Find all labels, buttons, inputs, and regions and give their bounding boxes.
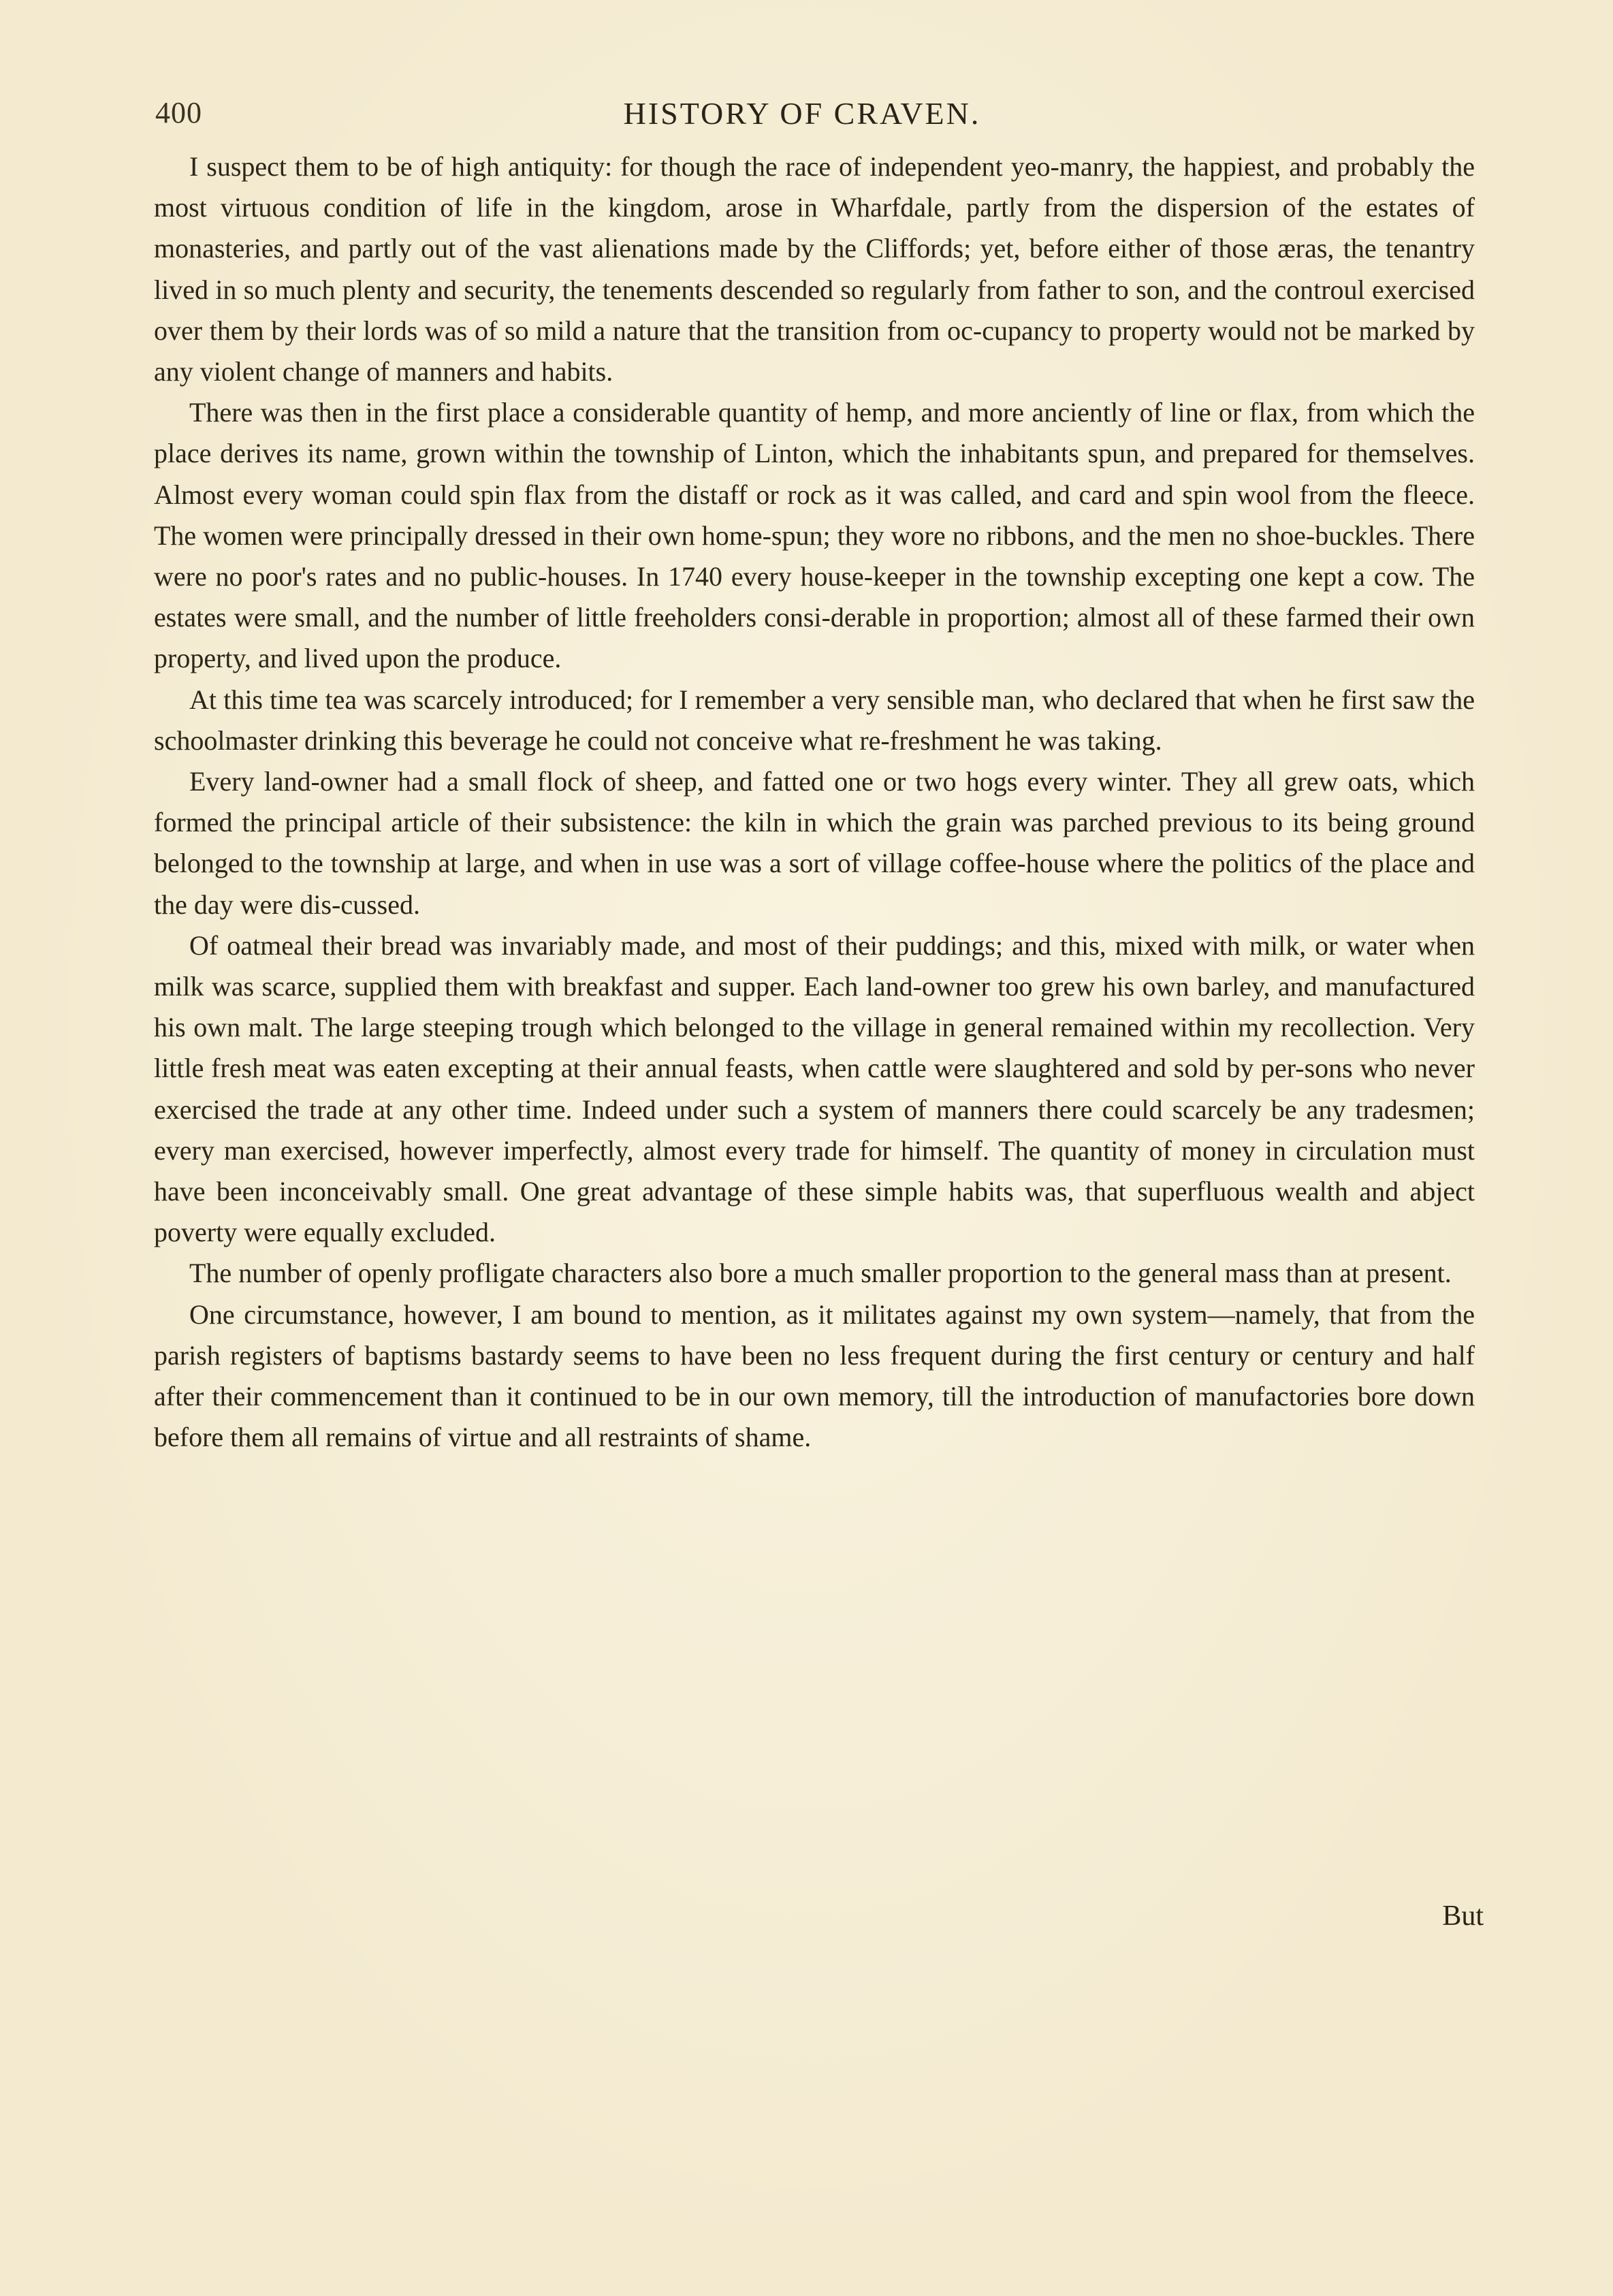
paragraph-sheep-oats: Every land-owner had a small flock of sheep, and fatted one or two hogs every winter. They all grew oats, which formed the principal article of their subsistence: the kiln in which the grain was parched previous to its being ground belonged to the township at large, and when in use was a sort of village coffee-house where the politics of the place and the day were dis-cussed. bbox=[154, 766, 1475, 920]
paragraph-circumstance: One circumstance, however, I am bound to mention, as it militates against my own system—namely, that from the parish registers of baptisms bastardy seems to have been no less frequent during the first century or century and half after their commencement than it continued to be in our own memory, till the introduction of manufactories bore down before them all remains of virtue and all restraints of shame. bbox=[154, 1298, 1475, 1453]
paragraph-tea: At this time tea was scarcely introduced; for I remember a very sensible man, who declared that when he first saw the schoolmaster drinking this beverage he could not conceive what re-freshment he was taking. bbox=[154, 684, 1475, 756]
page-number: 400 bbox=[155, 96, 202, 129]
paragraph-oatmeal: Of oatmeal their bread was invariably made, and most of their puddings; and this, mixed with milk, or water when milk was scarce, supplied them with breakfast and supper. Each land-owner too grew his own barley, and manufactured his own malt. The large steeping trough which belonged to the village in general remained within my recollection. Very little fresh meat was eaten excepting at their annual feasts, when cattle were slaughtered and sold by per-sons who never exercised the trade at any other time. Indeed under such a system of manners there could scarcely be any tradesmen; every man exercised, however imperfectly, almost every trade for himself. The quantity of money in circulation must have been inconceivably small. One great advantage of these simple habits was, that superfluous wealth and abject poverty were equally excluded. bbox=[154, 929, 1475, 1248]
running-title: HISTORY OF CRAVEN. bbox=[623, 96, 981, 131]
catchword: But bbox=[1442, 1900, 1484, 1932]
body-text bbox=[154, 146, 1475, 1458]
paragraph-antiquity: I suspect them to be of high antiquity: for though the race of independent yeo-manry, the happiest, and probably the most virtuous condition of life in the kingdom, arose in Wharfdale, partly from the dispersion of the estates of monasteries, and partly out of the vast alienations made by the Cliffords; yet, before either of those æras, the tenantry lived in so much plenty and security, the tenements descended so regularly from father to son, and the controul exercised over them by their lords was of so mild a nature that the transition from oc-cupancy to property would not be marked by any violent change of manners and habits. bbox=[154, 151, 1475, 387]
paragraph-profligate: The number of openly profligate characters also bore a much smaller proportion to the general mass than at present. bbox=[189, 1258, 1452, 1289]
page-header bbox=[155, 95, 1449, 143]
paragraph-hemp-flax: There was then in the first place a considerable quantity of hemp, and more anciently of line or flax, from which the place derives its name, grown within the township of Linton, which the inhabitants spun, and prepared for themselves. Almost every woman could spin flax from the distaff or rock as it was called, and card and spin wool from the fleece. The women were principally dressed in their own home-spun; they wore no ribbons, and the men no shoe-buckles. There were no poor's rates and no public-houses. In 1740 every house-keeper in the township excepting one kept a cow. The estates were small, and the number of little freeholders consi-derable in proportion; almost all of these farmed their own property, and lived upon the produce. bbox=[154, 397, 1475, 674]
